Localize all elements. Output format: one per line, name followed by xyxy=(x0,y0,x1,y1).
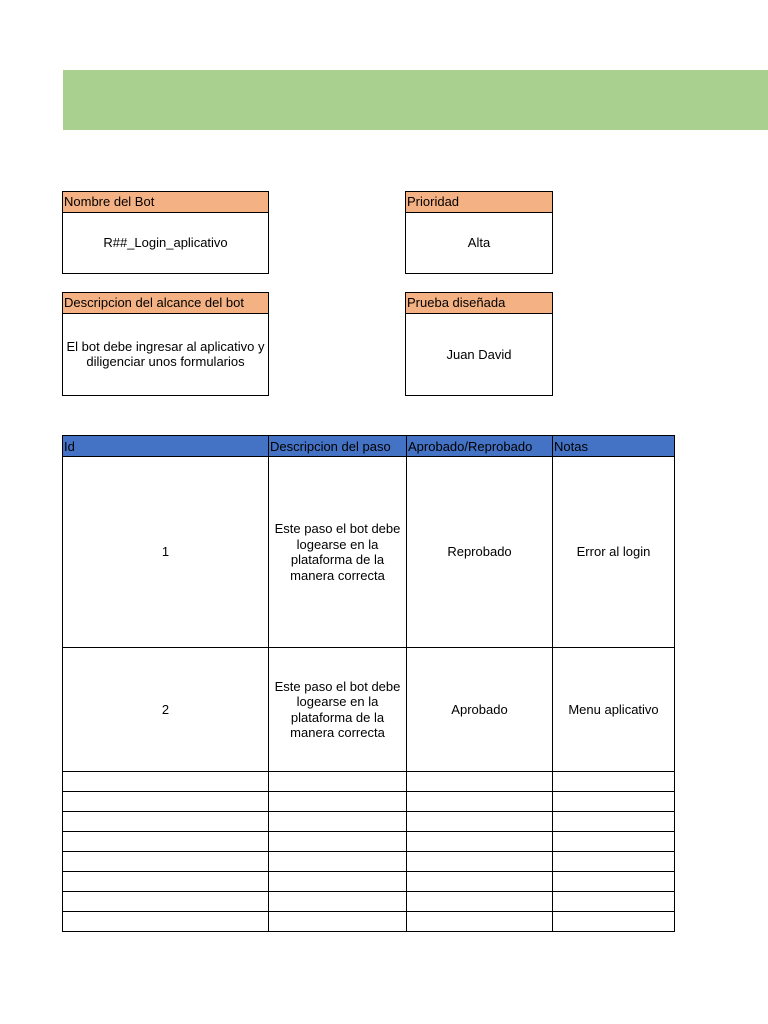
empty-cell xyxy=(407,912,553,932)
designed-by-label: Prueba diseñada xyxy=(406,293,552,314)
cell-id: 2 xyxy=(63,648,269,772)
empty-cell xyxy=(269,852,407,872)
table-row xyxy=(63,457,675,648)
designed-by-box xyxy=(405,292,553,396)
empty-cell xyxy=(553,912,675,932)
empty-cell xyxy=(553,892,675,912)
header-description: Descripcion del paso xyxy=(269,436,407,457)
empty-row xyxy=(63,892,675,912)
empty-row xyxy=(63,912,675,932)
title-banner xyxy=(63,70,768,130)
table-row xyxy=(63,648,675,772)
bot-name-box xyxy=(62,191,269,274)
cell-notes: Menu aplicativo xyxy=(553,648,675,772)
empty-cell xyxy=(407,892,553,912)
empty-cell xyxy=(63,812,269,832)
scope-value: El bot debe ingresar al aplicativo y diligenciar unos formularios xyxy=(66,339,265,369)
empty-cell xyxy=(269,912,407,932)
empty-cell xyxy=(269,812,407,832)
header-status: Aprobado/Reprobado xyxy=(407,436,553,457)
empty-cell xyxy=(269,772,407,792)
empty-row xyxy=(63,872,675,892)
header-id: Id xyxy=(63,436,269,457)
empty-cell xyxy=(63,852,269,872)
empty-row xyxy=(63,792,675,812)
empty-cell xyxy=(269,872,407,892)
empty-cell xyxy=(407,812,553,832)
priority-value: Alta xyxy=(467,235,491,250)
cell-description: Este paso el bot debe logearse en la plataforma de la manera correcta xyxy=(269,648,407,772)
bot-name-value: R##_Login_aplicativo xyxy=(103,235,228,250)
empty-cell xyxy=(553,792,675,812)
empty-cell xyxy=(407,792,553,812)
empty-cell xyxy=(63,872,269,892)
empty-cell xyxy=(63,772,269,792)
empty-cell xyxy=(553,852,675,872)
empty-cell xyxy=(553,772,675,792)
bot-name-label: Nombre del Bot xyxy=(63,192,268,213)
empty-cell xyxy=(553,832,675,852)
cell-id: 1 xyxy=(63,457,269,648)
empty-cell xyxy=(63,832,269,852)
empty-row xyxy=(63,772,675,792)
priority-box xyxy=(405,191,553,274)
empty-cell xyxy=(269,892,407,912)
cell-status: Aprobado xyxy=(407,648,553,772)
table-header-row xyxy=(63,436,675,457)
empty-row xyxy=(63,832,675,852)
empty-cell xyxy=(553,812,675,832)
scope-box xyxy=(62,292,269,396)
empty-row xyxy=(63,852,675,872)
cell-status: Reprobado xyxy=(407,457,553,648)
empty-cell xyxy=(269,792,407,812)
empty-cell xyxy=(407,872,553,892)
empty-cell xyxy=(553,872,675,892)
designed-by-value: Juan David xyxy=(446,346,512,362)
priority-label: Prioridad xyxy=(406,192,552,213)
empty-cell xyxy=(63,912,269,932)
empty-row xyxy=(63,812,675,832)
scope-label: Descripcion del alcance del bot xyxy=(63,293,268,314)
empty-cell xyxy=(407,772,553,792)
cell-notes: Error al login xyxy=(553,457,675,648)
cell-description: Este paso el bot debe logearse en la plataforma de la manera correcta xyxy=(269,457,407,648)
header-notes: Notas xyxy=(553,436,675,457)
steps-table xyxy=(62,435,675,932)
empty-cell xyxy=(269,832,407,852)
empty-cell xyxy=(407,832,553,852)
empty-cell xyxy=(63,892,269,912)
empty-cell xyxy=(63,792,269,812)
empty-cell xyxy=(407,852,553,872)
